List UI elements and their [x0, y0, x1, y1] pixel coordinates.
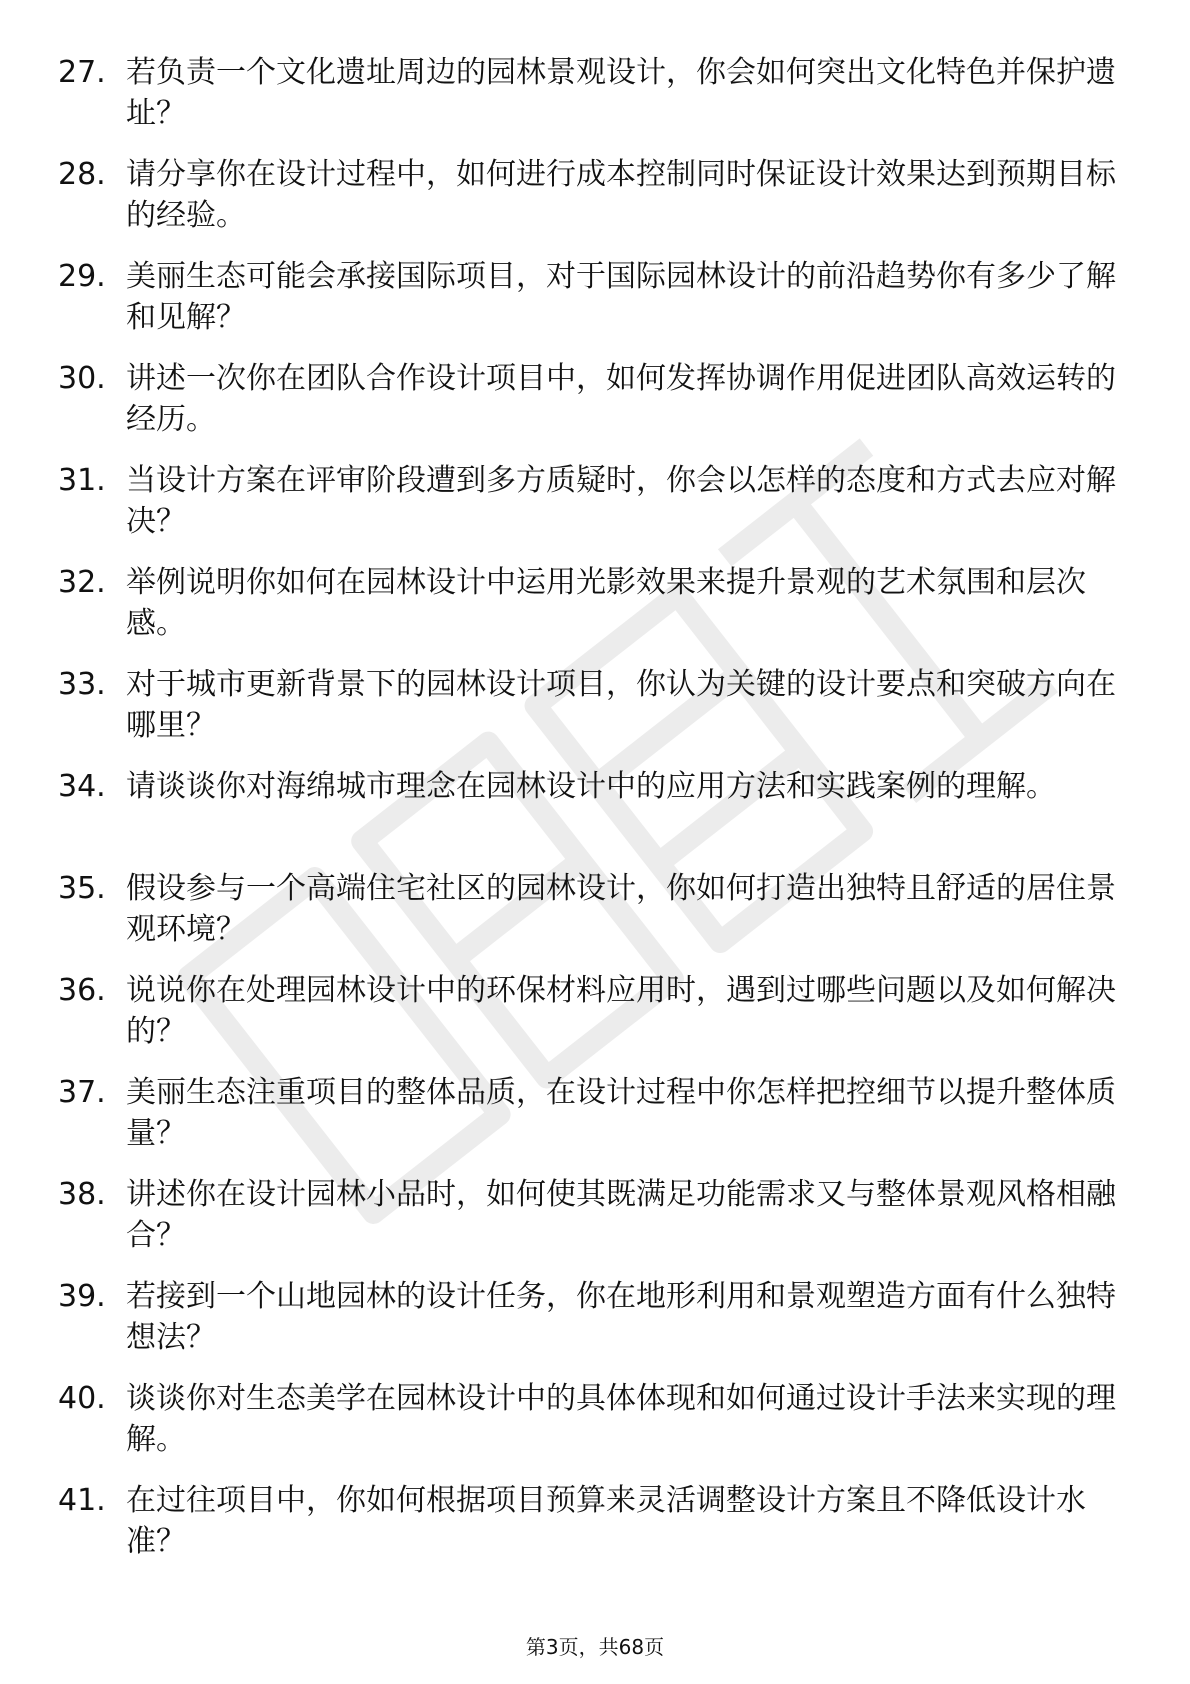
question-item	[58, 1276, 1118, 1378]
question-text: 请分享你在设计过程中，如何进行成本控制同时保证设计效果达到预期目标的经验。	[126, 157, 1116, 233]
question-text: 美丽生态注重项目的整体品质，在设计过程中你怎样把控细节以提升整体质量？	[126, 1075, 1116, 1151]
question-item	[58, 664, 1118, 766]
question-text: 假设参与一个高端住宅社区的园林设计，你如何打造出独特且舒适的居住景观环境？	[126, 871, 1116, 947]
question-number: 29.	[58, 259, 106, 294]
question-number: 31.	[58, 463, 106, 498]
question-item	[58, 256, 1118, 358]
question-text: 举例说明你如何在园林设计中运用光影效果来提升景观的艺术氛围和层次感。	[126, 565, 1086, 641]
question-number: 28.	[58, 157, 106, 192]
question-number: 35.	[58, 871, 106, 906]
question-number: 27.	[58, 55, 106, 90]
question-text: 在过往项目中，你如何根据项目预算来灵活调整设计方案且不降低设计水准？	[126, 1483, 1086, 1559]
question-list	[58, 52, 1118, 1582]
question-text: 谈谈你对生态美学在园林设计中的具体体现和如何通过设计手法来实现的理解。	[126, 1381, 1116, 1457]
question-text: 若接到一个山地园林的设计任务，你在地形利用和景观塑造方面有什么独特想法？	[126, 1279, 1116, 1355]
question-text: 当设计方案在评审阶段遭到多方质疑时，你会以怎样的态度和方式去应对解决？	[126, 463, 1116, 539]
question-text: 美丽生态可能会承接国际项目，对于国际园林设计的前沿趋势你有多少了解和见解？	[126, 259, 1116, 335]
question-item	[58, 460, 1118, 562]
question-item	[58, 766, 1118, 868]
question-item	[58, 562, 1118, 664]
question-item	[58, 1072, 1118, 1174]
question-text: 讲述一次你在团队合作设计项目中，如何发挥协调作用促进团队高效运转的经历。	[126, 361, 1116, 437]
question-item	[58, 970, 1118, 1072]
question-text: 对于城市更新背景下的园林设计项目，你认为关键的设计要点和突破方向在哪里？	[126, 667, 1116, 743]
question-number: 33.	[58, 667, 106, 702]
question-text: 若负责一个文化遗址周边的园林景观设计，你会如何突出文化特色并保护遗址？	[126, 55, 1116, 131]
question-number: 30.	[58, 361, 106, 396]
question-number: 38.	[58, 1177, 106, 1212]
question-number: 39.	[58, 1279, 106, 1314]
question-number: 36.	[58, 973, 106, 1008]
question-number: 34.	[58, 769, 106, 804]
question-number: 41.	[58, 1483, 106, 1518]
question-item	[58, 358, 1118, 460]
question-text: 请谈谈你对海绵城市理念在园林设计中的应用方法和实践案例的理解。	[126, 769, 1056, 804]
question-item	[58, 154, 1118, 256]
question-text: 讲述你在设计园林小品时，如何使其既满足功能需求又与整体景观风格相融合？	[126, 1177, 1116, 1253]
page-footer: 第3页，共68页	[525, 1635, 665, 1659]
question-item	[58, 1174, 1118, 1276]
question-item	[58, 868, 1118, 970]
question-item	[58, 1480, 1118, 1582]
question-item	[58, 52, 1118, 154]
question-item	[58, 1378, 1118, 1480]
question-text: 说说你在处理园林设计中的环保材料应用时，遇到过哪些问题以及如何解决的？	[126, 973, 1116, 1049]
question-number: 40.	[58, 1381, 106, 1416]
question-number: 32.	[58, 565, 106, 600]
question-number: 37.	[58, 1075, 106, 1110]
